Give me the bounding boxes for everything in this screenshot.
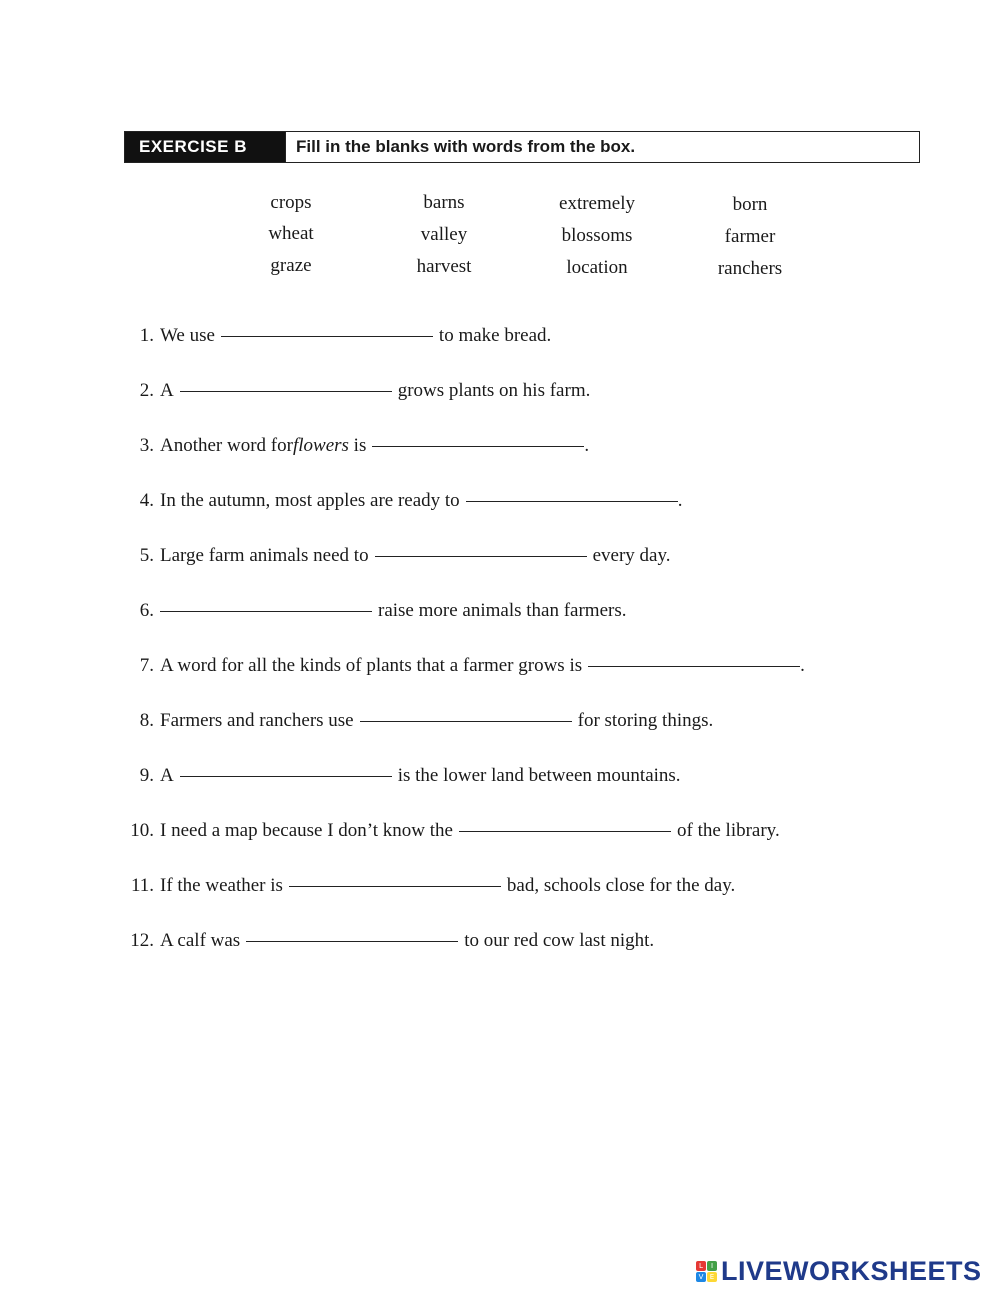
word-box-item: valley [420, 224, 468, 245]
question-number: 6. [139, 600, 154, 621]
question-text-after: raise more animals than farmers. [378, 600, 627, 621]
exercise-instruction: Fill in the blanks with words from the box. [285, 132, 635, 162]
question-text-italic: flowers [292, 435, 349, 456]
answer-blank[interactable] [160, 610, 372, 612]
word-box-item: barns [423, 192, 465, 213]
question-9 [118, 765, 681, 787]
answer-blank[interactable] [375, 555, 587, 557]
question-text-after: is the lower land between mountains. [397, 765, 681, 786]
logo-block: L [696, 1261, 706, 1271]
answer-blank[interactable] [360, 720, 572, 722]
answer-blank[interactable] [180, 775, 392, 777]
question-text-after: to make bread. [438, 325, 552, 346]
logo-text: LIVEWORKSHEETS [721, 1256, 982, 1286]
question-number: 3. [139, 435, 154, 456]
question-number: 1. [139, 325, 154, 346]
logo-block: V [696, 1272, 706, 1282]
exercise-header [124, 131, 920, 163]
question-text-before: If the weather is [160, 875, 283, 896]
question-number: 5. [139, 545, 154, 566]
word-box-item: graze [270, 255, 312, 276]
question-text-before-2: is [348, 435, 367, 456]
question-number: 2. [139, 380, 154, 401]
question-1 [118, 325, 551, 347]
word-box-item: blossoms [561, 225, 633, 246]
question-10 [118, 820, 780, 842]
question-number: 8. [139, 710, 154, 731]
logo-block: E [707, 1272, 717, 1282]
question-text-after: . [800, 655, 805, 676]
question-8 [118, 710, 713, 732]
exercise-label: EXERCISE B [125, 132, 285, 162]
word-box-item: harvest [416, 256, 472, 277]
answer-blank[interactable] [246, 940, 458, 942]
question-text-after: for storing things. [577, 710, 714, 731]
question-text-before: Large farm animals need to [160, 545, 369, 566]
word-box-item: crops [270, 192, 312, 213]
liveworksheets-logo [696, 1256, 982, 1287]
question-number: 9. [139, 765, 154, 786]
question-12 [118, 930, 654, 952]
question-11 [118, 875, 735, 897]
answer-blank[interactable] [459, 830, 671, 832]
question-7 [118, 655, 805, 677]
question-text-before: A [160, 765, 174, 786]
word-box-item: extremely [559, 193, 635, 214]
question-number: 12. [130, 930, 154, 951]
question-text-after: of the library. [677, 820, 780, 841]
answer-blank[interactable] [588, 665, 800, 667]
question-text-before: A calf was [160, 930, 241, 951]
logo-blocks-icon [696, 1261, 717, 1282]
question-text-after: to our red cow last night. [464, 930, 655, 951]
question-text-before: I need a map because I don’t know the [160, 820, 453, 841]
question-number: 4. [139, 490, 154, 511]
question-number: 11. [130, 875, 154, 896]
logo-block: I [707, 1261, 717, 1271]
question-number: 10. [130, 820, 154, 841]
question-text-before: We use [160, 325, 215, 346]
answer-blank[interactable] [466, 500, 678, 502]
question-text-before: In the autumn, most apples are ready to [160, 490, 460, 511]
question-number: 7. [139, 655, 154, 676]
question-6 [118, 600, 626, 622]
question-4 [118, 490, 682, 512]
question-5 [118, 545, 670, 567]
question-text-before: Farmers and ranchers use [160, 710, 354, 731]
question-text-before: Another word for [160, 435, 293, 456]
word-box-item: location [566, 257, 628, 278]
word-box-item: ranchers [717, 258, 783, 279]
word-box-item: wheat [268, 223, 314, 244]
question-text-before: A [160, 380, 174, 401]
answer-blank[interactable] [221, 335, 433, 337]
answer-blank[interactable] [180, 390, 392, 392]
word-box-item: farmer [724, 226, 776, 247]
question-text-after: grows plants on his farm. [397, 380, 591, 401]
answer-blank[interactable] [372, 445, 584, 447]
word-box-item: born [732, 194, 768, 215]
question-3 [118, 435, 589, 457]
question-text-after: every day. [592, 545, 671, 566]
question-text-after: bad, schools close for the day. [506, 875, 736, 896]
question-text-before: A word for all the kinds of plants that a farmer grows is [160, 655, 583, 676]
answer-blank[interactable] [289, 885, 501, 887]
question-2 [118, 380, 590, 402]
question-text-after: . [677, 490, 683, 511]
question-text-after: . [584, 435, 590, 456]
